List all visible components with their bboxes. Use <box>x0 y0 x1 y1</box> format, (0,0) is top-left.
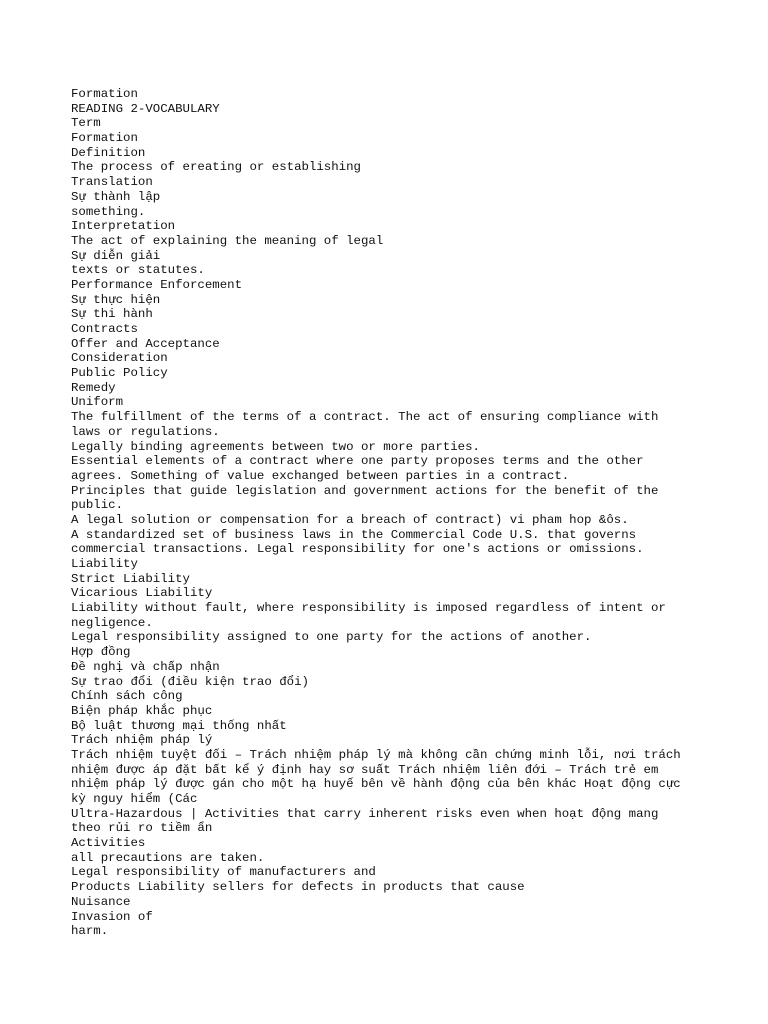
text-line: theo rủi ro tiềm ẩn <box>71 821 213 836</box>
text-line: Sự trao đổi (điều kiện trao đổi) <box>71 674 309 689</box>
text-line: Translation <box>71 175 153 190</box>
text-line: negligence. <box>71 615 153 630</box>
text-line: Đề nghị và chấp nhận <box>71 659 220 674</box>
text-line: all precautions are taken. <box>71 850 265 865</box>
text-line: Definition <box>71 145 146 160</box>
text-line: something. <box>71 204 146 219</box>
text-line: Sự thi hành <box>71 307 153 322</box>
text-line: kỳ nguy hiểm (Các <box>71 792 198 806</box>
text-line: Principles that guide legislation and government actions for the benefit of the <box>71 483 659 498</box>
text-line: READING 2-VOCABULARY <box>71 101 220 116</box>
text-line: Bộ luật thương mại thống nhất <box>71 718 287 733</box>
text-line: Legal responsibility of manufacturers and <box>71 865 376 880</box>
text-line: Strict Liability <box>71 571 190 586</box>
text-line: Consideration <box>71 351 168 366</box>
text-line: Uniform <box>71 395 124 410</box>
text-line: Legally binding agreements between two or more parties. <box>71 439 480 454</box>
text-line: agrees. Something of value exchanged between parties in a contract. <box>71 468 570 483</box>
text-line: public. <box>71 498 124 513</box>
text-line: Liability <box>71 557 138 571</box>
text-line: Term <box>71 116 101 131</box>
text-line: Trách nhiệm tuyệt đối – Trách nhiệm pháp lý mà không cần chứng minh lỗi, nơi trách <box>71 747 681 762</box>
text-line: harm. <box>71 924 109 939</box>
text-line: The fulfillment of the terms of a contract. The act of ensuring compliance with <box>71 410 659 425</box>
text-line: Legal responsibility assigned to one party for the actions of another. <box>71 630 592 645</box>
text-line: Chính sách công <box>71 689 183 704</box>
text-line: Formation <box>71 131 138 146</box>
text-line: Contracts <box>71 322 138 336</box>
text-line: Liability without fault, where responsibility is imposed regardless of intent or <box>71 601 666 616</box>
text-line: texts or statutes. <box>71 263 205 278</box>
text-line: laws or regulations. <box>71 424 220 439</box>
text-line: Sự thực hiện <box>71 292 161 307</box>
text-line: Interpretation <box>71 219 176 234</box>
text-line: Activities <box>71 836 146 851</box>
text-line: Nuisance <box>71 894 131 909</box>
text-line: Hợp đồng <box>71 645 131 660</box>
text-line: Performance Enforcement <box>71 277 243 292</box>
text-line: nhiệm được áp đặt bất kể ý định hay sơ suất Trách nhiệm liên đới – Trách trẻ em <box>71 762 659 777</box>
document-body <box>71 87 711 939</box>
text-line: Invasion of <box>71 909 153 924</box>
text-line: commercial transactions. Legal responsibility for one's actions or omissions. <box>71 542 644 557</box>
text-line: Public Policy <box>71 366 168 381</box>
text-line: Offer and Acceptance <box>71 336 220 351</box>
text-line: Remedy <box>71 380 116 395</box>
text-line: The act of explaining the meaning of legal <box>71 233 384 248</box>
text-line: Essential elements of a contract where one party proposes terms and the other <box>71 454 644 469</box>
text-line: Biện pháp khắc phục <box>71 703 213 718</box>
text-line: Formation <box>71 87 138 101</box>
text-line: Sự thành lập <box>71 189 161 204</box>
text-line: nhiệm pháp lý được gán cho một hạ huyế bên về hành động của bên khác Hoạt động cực <box>71 777 681 792</box>
text-line: Sự diễn giải <box>71 248 161 263</box>
text-line: A legal solution or compensation for a breach of contract) vi pham hop &ôs. <box>71 512 629 527</box>
text-line: A standardized set of business laws in the Commercial Code U.S. that governs <box>71 527 637 542</box>
text-line: Products Liability sellers for defects in products that cause <box>71 880 525 895</box>
text-line: The process of ereating or establishing <box>71 160 361 175</box>
text-line: Trách nhiệm pháp lý <box>71 733 213 748</box>
text-line: Ultra-Hazardous | Activities that carry inherent risks even when hoạt động mang <box>71 806 659 821</box>
text-line: Vicarious Liability <box>71 586 213 601</box>
